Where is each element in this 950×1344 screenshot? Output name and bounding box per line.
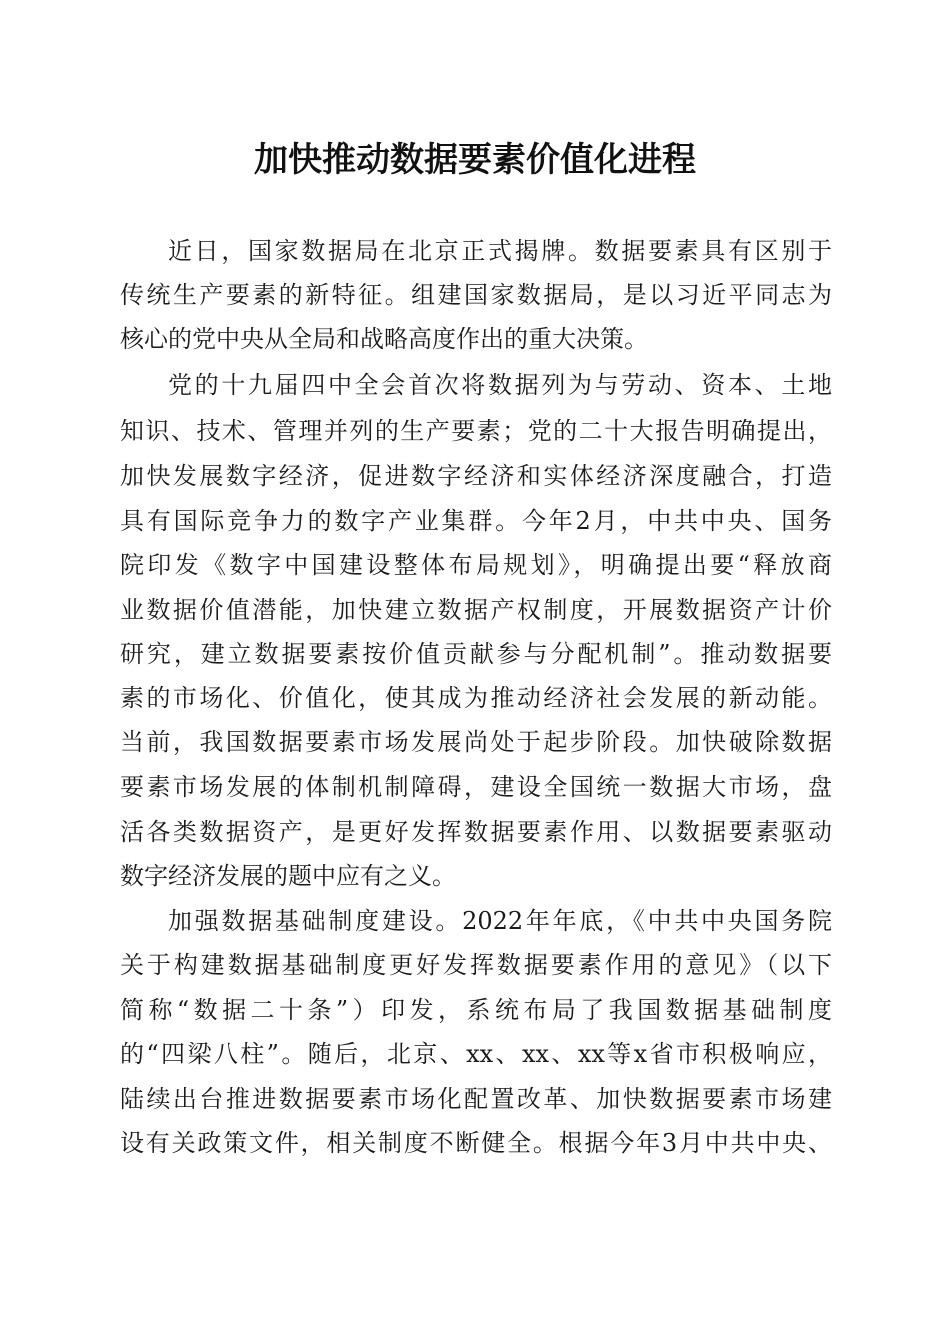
paragraph-3-line-6: 设有关政策文件，相关制度不断健全。根据今年3月中共中央、 — [120, 1129, 832, 1157]
paragraph-2-line-3: 加快发展数字经济，促进数字经济和实体经济深度融合，打造 — [120, 462, 832, 490]
paragraph-1-line-2: 传统生产要素的新特征。组建国家数据局，是以习近平同志为 — [120, 281, 832, 309]
paragraph-2-line-4: 具有国际竞争力的数字产业集群。今年2月，中共中央、国务 — [120, 507, 832, 535]
paragraph-2-line-1: 党的十九届四中全会首次将数据列为与劳动、资本、土地 — [168, 371, 832, 399]
paragraph-2-line-12: 数字经济发展的题中应有之义。 — [120, 862, 456, 890]
paragraph-2-line-8: 素的市场化、价值化，使其成为推动经济社会发展的新动能。 — [120, 684, 832, 712]
paragraph-2-line-2: 知识、技术、管理并列的生产要素；党的二十大报告明确提出， — [120, 417, 832, 445]
paragraph-2-line-6: 业数据价值潜能，加快建立数据产权制度，开展数据资产计价 — [120, 596, 832, 624]
paragraph-3-line-3: 简称“数据二十条”）印发，系统布局了我国数据基础制度 — [120, 996, 832, 1024]
paragraph-2-line-9: 当前，我国数据要素市场发展尚处于起步阶段。加快破除数据 — [120, 728, 832, 756]
document-title: 加快推动数据要素价值化进程 — [254, 140, 696, 180]
paragraph-1-line-1: 近日，国家数据局在北京正式揭牌。数据要素具有区别于 — [168, 237, 832, 265]
paragraph-2-line-10: 要素市场发展的体制机制障碍，建设全国统一数据大市场，盘 — [120, 773, 832, 801]
paragraph-2-line-11: 活各类数据资产，是更好发挥数据要素作用、以数据要素驱动 — [120, 818, 832, 846]
paragraph-3-line-4: 的“四梁八柱”。随后，北京、xx、xx、xx等x省市积极响应， — [120, 1040, 832, 1068]
paragraph-2-line-7: 研究，建立数据要素按价值贡献参与分配机制”。推动数据要 — [120, 640, 832, 668]
paragraph-1-line-3: 核心的党中央从全局和战略高度作出的重大决策。 — [120, 325, 648, 353]
paragraph-3-line-5: 陆续出台推进数据要素市场化配置改革、加快数据要素市场建 — [120, 1085, 832, 1113]
paragraph-2-line-5: 院印发《数字中国建设整体布局规划》，明确提出要“释放商 — [120, 551, 832, 579]
paragraph-3-line-1: 加强数据基础制度建设。2022年年底，《中共中央国务院 — [168, 907, 832, 935]
paragraph-3-line-2: 关于构建数据基础制度更好发挥数据要素作用的意见》（以下 — [120, 951, 832, 979]
